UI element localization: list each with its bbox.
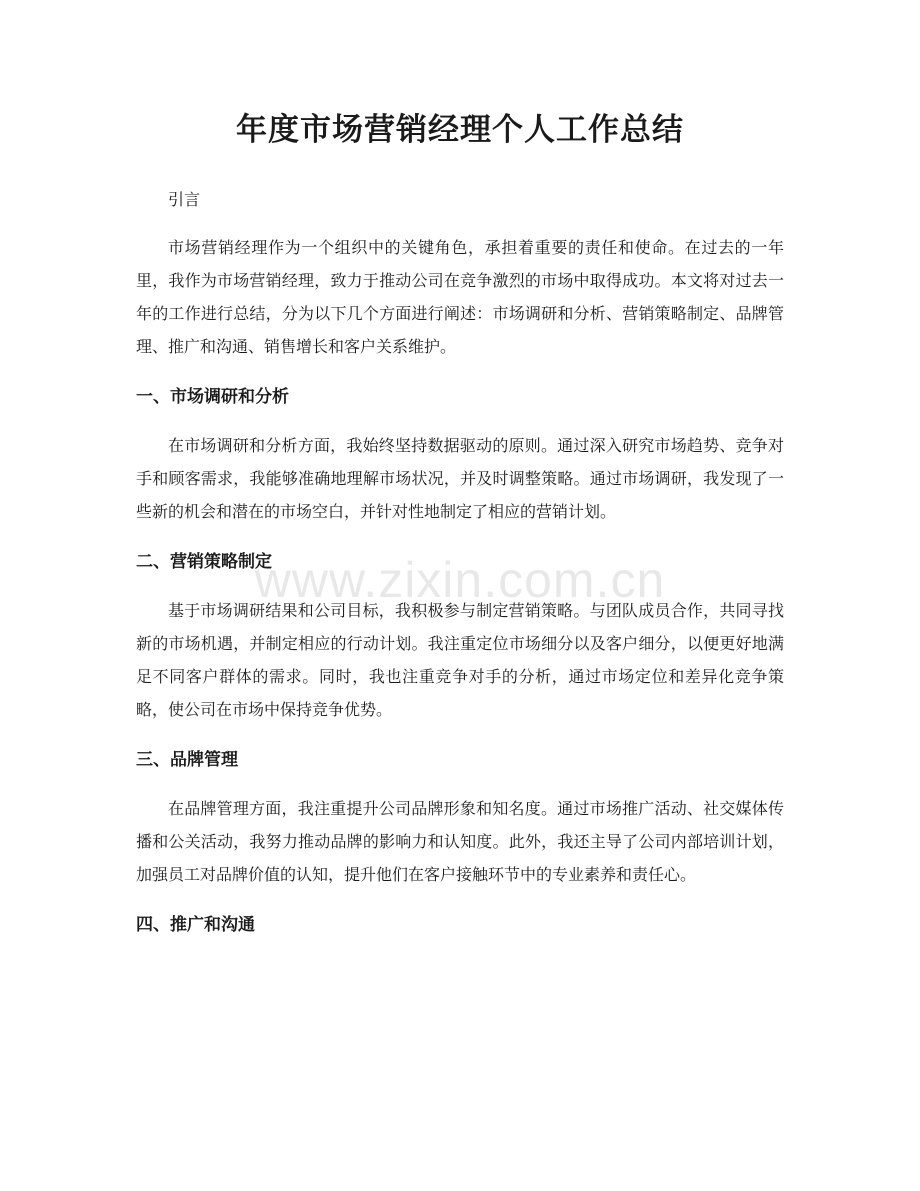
section-paragraph-3: 在品牌管理方面，我注重提升公司品牌形象和知名度。通过市场推广活动、社交媒体传播和公关活动，我努力推动品牌的影响力和认知度。此外，我还主导了公司内部培训计划，加强员工对品牌价值的认知，提升他们在客户接触环节中的专业素养和责任心。 xyxy=(136,799,784,884)
section-heading-3: 三、品牌管理 xyxy=(136,750,238,770)
section-heading-4: 四、推广和沟通 xyxy=(136,915,255,935)
intro-label: 引言 xyxy=(168,190,201,209)
section-paragraph-1: 在市场调研和分析方面，我始终坚持数据驱动的原则。通过深入研究市场趋势、竞争对手和顾客需求，我能够准确地理解市场状况，并及时调整策略。通过市场调研，我发现了一些新的机会和潜在的市场空白，并针对性地制定了相应的营销计划。 xyxy=(136,436,784,521)
document-title: 年度市场营销经理个人工作总结 xyxy=(236,112,684,148)
section-heading-1: 一、市场调研和分析 xyxy=(136,387,289,407)
section-paragraph-2: 基于市场调研结果和公司目标，我积极参与制定营销策略。与团队成员合作，共同寻找新的市场机遇，并制定相应的行动计划。我注重定位市场细分以及客户细分，以便更好地满足不同客户群体的需求。同时，我也注重竞争对手的分析，通过市场定位和差异化竞争策略，使公司在市场中保持竞争优势。 xyxy=(136,601,784,719)
watermark: www.zixin.com.cn xyxy=(254,552,666,608)
intro-paragraph: 市场营销经理作为一个组织中的关键角色，承担着重要的责任和使命。在过去的一年里，我作为市场营销经理，致力于推动公司在竞争激烈的市场中取得成功。本文将对过去一年的工作进行总结，分为以下几个方面进行阐述：市场调研和分析、营销策略制定、品牌管理、推广和沟通、销售增长和客户关系维护。 xyxy=(136,238,784,356)
document-body xyxy=(136,183,784,957)
section-heading-2: 二、营销策略制定 xyxy=(136,552,272,572)
